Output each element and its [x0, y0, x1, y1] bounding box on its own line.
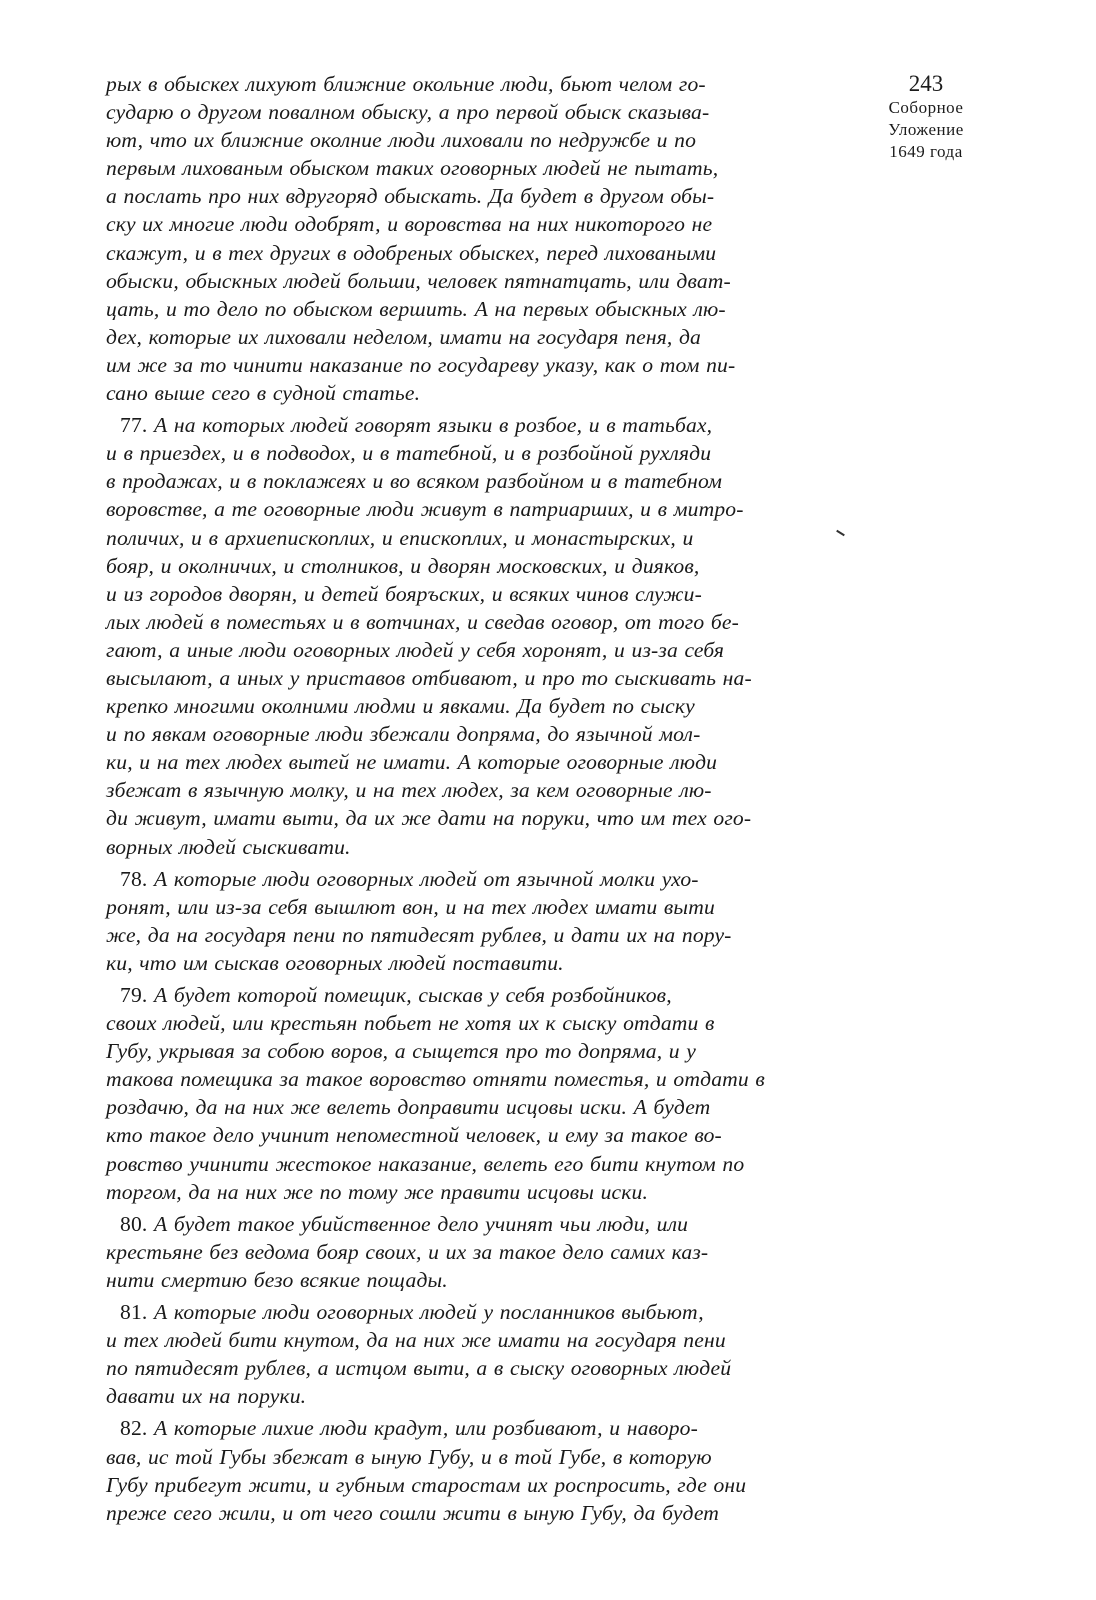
line-text: высылают, а иных у приставов отбивают, и про то сыскивать на-: [106, 665, 752, 690]
article-paragraph: [106, 865, 806, 977]
caption-line: Соборное: [888, 98, 964, 117]
line-text: скажут, и в тех других в одобреных обыскех, перед лиховаными: [106, 240, 717, 265]
text-line: [106, 379, 806, 407]
article-paragraph: [106, 1414, 806, 1526]
text-line: [106, 865, 806, 893]
text-line: [106, 776, 806, 804]
line-text: же, да на государя пени по пятидесят рублев, и дати их на пору-: [106, 922, 732, 947]
line-text: ронят, или из-за себя вышлют вон, и на тех людех имати выти: [106, 894, 715, 919]
line-text: по пятидесят рублев, а истцом выти, а в сыску оговорных людей: [106, 1356, 732, 1381]
text-line: [106, 804, 806, 832]
line-text: сано выше сего в судной статье.: [106, 381, 421, 406]
text-line: [106, 1471, 806, 1499]
line-text: бояр, и околничих, и столников, и дворян московских, и дияков,: [106, 553, 700, 578]
article-paragraph: [106, 981, 806, 1206]
text-line: [106, 524, 806, 552]
line-text: А будет которой помещик, сыскав у себя розбойников,: [154, 983, 672, 1007]
text-line: [106, 323, 806, 351]
text-line: [106, 439, 806, 467]
text-line: [106, 267, 806, 295]
text-line: [106, 182, 806, 210]
text-line: [106, 1065, 806, 1093]
line-text: роздачю, да на них же велеть доправити исцовы иски. А будет: [106, 1095, 711, 1120]
line-text: ди живут, имати выти, да их же дати на поруки, что им тех ого-: [106, 806, 752, 831]
text-line: [106, 1382, 806, 1410]
article-number: 80.: [120, 1211, 148, 1236]
text-line: [106, 580, 806, 608]
text-line: [106, 70, 806, 98]
line-text: А которые лихие люди крадут, или розбивают, и наворо-: [154, 1416, 698, 1441]
line-text: ки, и на тех людех вытей не имати. А которые оговорные люди: [106, 750, 718, 775]
text-line: [106, 126, 806, 154]
article-number: 77.: [120, 413, 148, 438]
text-line: [106, 495, 806, 523]
text-line: [106, 1009, 806, 1037]
text-line: [106, 1093, 806, 1121]
text-line: [106, 921, 806, 949]
text-line: [106, 98, 806, 126]
line-text: ровство учинити жестокое наказание, велеть его бити кнутом по: [106, 1151, 745, 1176]
text-line: [106, 295, 806, 323]
line-text: и тех людей бити кнутом, да на них же имати на государя пени: [106, 1328, 726, 1353]
line-text: вав, ис той Губы збежат в ыную Губу, и в той Губе, в которую: [106, 1444, 712, 1469]
text-line: [106, 239, 806, 267]
text-line: [106, 411, 806, 439]
line-text: сударю о другом повалном обыску, а про первой обыск сказыва-: [106, 100, 710, 125]
line-text: крестьяне без ведома бояр своих, и их за такое дело самих каз-: [106, 1239, 709, 1264]
line-text: и по явкам оговорные люди збежали допряма, до язычной мол-: [106, 722, 701, 747]
line-text: кто такое дело учинит непоместной человек, и ему за такое во-: [106, 1123, 722, 1148]
text-line: [106, 1499, 806, 1527]
article-number: 78.: [120, 866, 148, 891]
line-text: А которые люди оговорных людей у посланников выбьют,: [154, 1300, 704, 1325]
text-line: [106, 720, 806, 748]
line-text: нити смертию безо всякие пощады.: [106, 1267, 448, 1292]
line-text: такова помещика за такое воровство отняти поместья, и отдати в: [106, 1067, 765, 1092]
line-text: лых людей в поместьях и в вотчинах, и сведав оговор, от того бе-: [106, 609, 739, 634]
line-text: А которые люди оговорных людей от язычной молки ухо-: [154, 866, 699, 891]
line-text: збежат в язычную молку, и на тех людех, за кем оговорные лю-: [106, 778, 712, 803]
text-line: [106, 949, 806, 977]
text-line: [106, 692, 806, 720]
text-line: [106, 1150, 806, 1178]
text-line: [106, 154, 806, 182]
line-text: обыски, обыскных людей больши, человек пятнатцать, или дват-: [106, 268, 731, 293]
text-line: [106, 981, 806, 1009]
line-text: А на которых людей говорят языки в розбое, и в татьбах,: [154, 413, 713, 438]
continued-paragraph: [106, 70, 806, 407]
line-text: а послать про них вдругоряд обыскать. Да будет в другом обы-: [106, 184, 715, 209]
text-line: [106, 748, 806, 776]
caption-line: 1649 года: [889, 142, 963, 161]
line-text: своих людей, или крестьян побьет не хотя их к сыску отдати в: [106, 1011, 715, 1036]
line-text: и в приездех, и в подводох, и в татебной, и в розбойной рухляди: [106, 441, 712, 466]
text-line: [106, 833, 806, 861]
line-text: гают, а иные люди оговорных людей у себя хоронят, и из-за себя: [106, 637, 725, 662]
margin-caption: [866, 70, 986, 163]
line-text: А будет такое убийственное дело учинят чьи люди, или: [154, 1211, 689, 1236]
line-text: первым лихованым обыском таких оговорных людей не пытать,: [106, 156, 719, 181]
line-text: торгом, да на них же по тому же правити исцовы иски.: [106, 1179, 649, 1204]
article-paragraph: [106, 1298, 806, 1410]
text-line: [106, 664, 806, 692]
line-text: крепко многими околними людми и явками. Да будет по сыску: [106, 694, 695, 719]
article-number: 79.: [120, 983, 148, 1007]
text-line: [106, 1210, 806, 1238]
line-text: преже сего жили, и от чего сошли жити в ыную Губу, да будет: [106, 1500, 720, 1525]
line-text: ют, что их ближние околние люди лиховали по недружбе и по: [106, 128, 697, 153]
line-text: давати их на поруки.: [106, 1384, 307, 1409]
text-line: [106, 636, 806, 664]
text-line: [106, 467, 806, 495]
text-line: [106, 351, 806, 379]
page-number: 243: [908, 71, 944, 96]
article-paragraph: [106, 1210, 806, 1294]
line-text: воровстве, а те оговорные люди живут в патриарших, и в митро-: [106, 497, 744, 522]
text-line: [106, 1414, 806, 1442]
text-line: [106, 552, 806, 580]
margin-mark: [836, 530, 845, 536]
line-text: ворных людей сыскивати.: [106, 834, 351, 859]
text-line: [106, 1238, 806, 1266]
article-paragraph: [106, 411, 806, 861]
article-number: 81.: [120, 1300, 148, 1325]
line-text: ску их многие люди одобрят, и воровства на них никоторого не: [106, 212, 713, 237]
text-line: [106, 1121, 806, 1149]
line-text: цать, и то дело по обыском вершить. А на первых обыскных лю-: [106, 296, 726, 321]
line-text: Губу прибегут жити, и губным старостам их роспросить, где они: [106, 1472, 747, 1497]
line-text: им же за то чинити наказание по государеву указу, как о том пи-: [106, 352, 736, 377]
text-line: [106, 1326, 806, 1354]
body-text: [106, 70, 806, 1531]
text-line: [106, 210, 806, 238]
caption-line: Уложение: [888, 120, 964, 139]
text-line: [106, 1178, 806, 1206]
line-text: дех, которые их лиховали неделом, имати на государя пеня, да: [106, 324, 701, 349]
text-line: [106, 608, 806, 636]
text-line: [106, 1298, 806, 1326]
article-number: 82.: [120, 1416, 148, 1441]
line-text: и из городов дворян, и детей бояръских, и всяких чинов служи-: [106, 581, 702, 606]
line-text: Губу, укрывая за собою воров, а сыщется про то допряма, и у: [106, 1039, 697, 1064]
text-line: [106, 1037, 806, 1065]
line-text: рых в обыскех лихуют ближние окольние люди, бьют челом го-: [106, 72, 706, 96]
line-text: ки, что им сыскав оговорных людей поставити.: [106, 950, 564, 975]
line-text: в продажах, и в поклажеях и во всяком разбойном и в татебном: [106, 469, 723, 494]
text-line: [106, 1266, 806, 1294]
text-line: [106, 1443, 806, 1471]
text-line: [106, 893, 806, 921]
text-line: [106, 1354, 806, 1382]
line-text: поличих, и в архиепископлих, и епископлих, и монастырских, и: [106, 525, 694, 550]
